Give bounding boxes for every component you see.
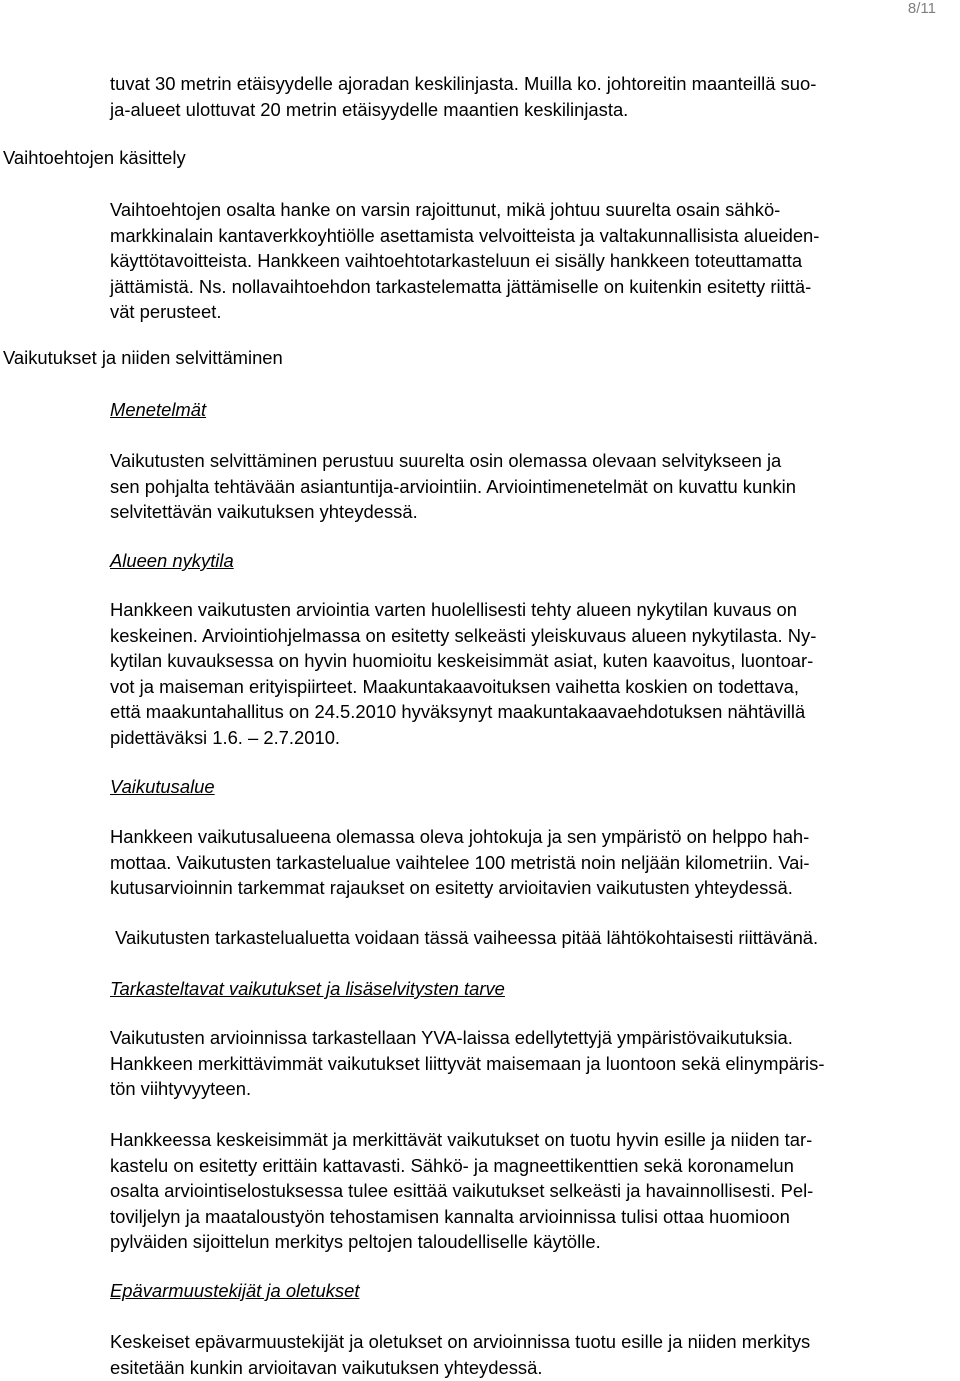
- text-line: Vaikutusten selvittäminen perustuu suurelta osin olemassa olevaan selvitykseen ja: [110, 450, 782, 471]
- section-heading-vaihtoehtojen-kasittely: Vaihtoehtojen käsittely: [3, 147, 186, 168]
- text-line: tön viihtyvyyteen.: [110, 1078, 252, 1100]
- text-line: Vaihtoehtojen osalta hanke on varsin rajoittunut, mikä johtuu suurelta osain sähkö-: [110, 199, 781, 220]
- text-line: kytilan kuvauksessa on hyvin huomioitu keskeisimmät asiat, kuten kaavoitus, luontoar-: [110, 650, 814, 672]
- text-line: osalta arviointiselostuksessa tulee esittää vaikutukset selkeästi ja havainnollisesti. Pel-: [110, 1180, 814, 1202]
- text-line: pylväiden sijoittelun merkitys peltojen taloudelliselle käytölle.: [110, 1231, 601, 1253]
- text-line: markkinalain kantaverkkoyhtiölle asettamista velvoitteista ja valtakunnallisista alueiden-: [110, 224, 820, 246]
- text-line: jättämistä. Ns. nollavaihtoehdon tarkastelematta jättämiselle on kuitenkin esitetty riittä-: [110, 275, 812, 297]
- subheading-vaikutusalue: Vaikutusalue: [110, 776, 215, 797]
- text-line: ja-alueet ulottuvat 20 metrin etäisyydelle maantien keskilinjasta.: [110, 98, 629, 120]
- nykytila-paragraph: [110, 597, 816, 751]
- text-line: keskeinen. Arviointiohjelmassa on esitetty selkeästi yleiskuvaus alueen nykytilasta. Ny-: [110, 624, 817, 646]
- text-line: vät perusteet.: [110, 301, 222, 323]
- subheading-tarkasteltavat-vaikutukset: Tarkasteltavat vaikutukset ja lisäselvitysten tarve: [110, 978, 505, 999]
- text-line: mottaa. Vaikutusten tarkastelualue vaihtelee 100 metristä noin neljään kilometriin. Vai-: [110, 851, 810, 873]
- subheading-epavarmuustekijat: Epävarmuustekijät ja oletukset: [110, 1280, 360, 1301]
- text-line: selvitettävän vaikutuksen yhteydessä.: [110, 501, 418, 523]
- subheading-alueen-nykytila: Alueen nykytila: [110, 550, 234, 571]
- text-line: sen pohjalta tehtävään asiantuntija-arviointiin. Arviointimenetelmät on kuvattu kunkin: [110, 475, 796, 497]
- text-line: Vaikutusten tarkastelualuetta voidaan tässä vaiheessa pitää lähtökohtaisesti riittävänä.: [110, 927, 819, 948]
- text-line: esitetään kunkin arvioitavan vaikutuksen yhteydessä.: [110, 1356, 543, 1378]
- section-heading-vaikutukset: Vaikutukset ja niiden selvittäminen: [3, 347, 283, 368]
- page-number: 8/11: [907, 0, 936, 17]
- text-line: Hankkeen vaikutusalueena olemassa oleva johtokuja ja sen ympäristö on helppo hah-: [110, 826, 810, 847]
- vaihtoehdot-paragraph: [110, 197, 819, 325]
- subheading-menetelmat: Menetelmät: [110, 399, 207, 420]
- text-line: pidettäväksi 1.6. – 2.7.2010.: [110, 726, 341, 748]
- tarkasteltavat-paragraph-1: [110, 1025, 824, 1102]
- text-line: tuvat 30 metrin etäisyydelle ajoradan keskilinjasta. Muilla ko. johtoreitin maanteillä suo-: [110, 73, 817, 94]
- epavarmuus-paragraph: [110, 1329, 810, 1380]
- vaikutusalue-paragraph: [110, 824, 810, 901]
- text-line: vot ja maiseman erityispiirteet. Maakuntakaavoituksen vaihetta koskien on todettava,: [110, 675, 799, 697]
- text-line: Hankkeessa keskeisimmät ja merkittävät vaikutukset on tuotu hyvin esille ja niiden tar-: [110, 1129, 813, 1150]
- text-line: toviljelyn ja maataloustyön tehostamisen kannalta arvioinnissa tulisi ottaa huomioon: [110, 1205, 790, 1227]
- text-line: Vaikutusten arvioinnissa tarkastellaan YVA-laissa edellytettyjä ympäristövaikutuksia.: [110, 1027, 793, 1048]
- vaikutusalue-note: [110, 925, 818, 951]
- intro-paragraph: [110, 71, 816, 122]
- menetelmat-paragraph: [110, 448, 796, 525]
- text-line: Hankkeen merkittävimmät vaikutukset liittyvät maisemaan ja luontoon sekä elinympäris-: [110, 1052, 825, 1074]
- text-line: kastelu on esitetty erittäin kattavasti. Sähkö- ja magneettikenttien sekä koronamelun: [110, 1154, 794, 1176]
- text-line: että maakuntahallitus on 24.5.2010 hyväksynyt maakuntakaavaehdotuksen nähtävillä: [110, 701, 806, 723]
- text-line: Hankkeen vaikutusten arviointia varten huolellisesti tehty alueen nykytilan kuvaus on: [110, 599, 797, 620]
- tarkasteltavat-paragraph-2: [110, 1127, 813, 1255]
- text-line: Keskeiset epävarmuustekijät ja oletukset on arvioinnissa tuotu esille ja niiden merkitys: [110, 1331, 811, 1352]
- text-line: kutusarvioinnin tarkemmat rajaukset on esitetty arvioitavien vaikutusten yhteydessä.: [110, 877, 793, 899]
- text-line: käyttötavoitteista. Hankkeen vaihtoehtotarkasteluun ei sisälly hankkeen toteuttamatta: [110, 250, 803, 272]
